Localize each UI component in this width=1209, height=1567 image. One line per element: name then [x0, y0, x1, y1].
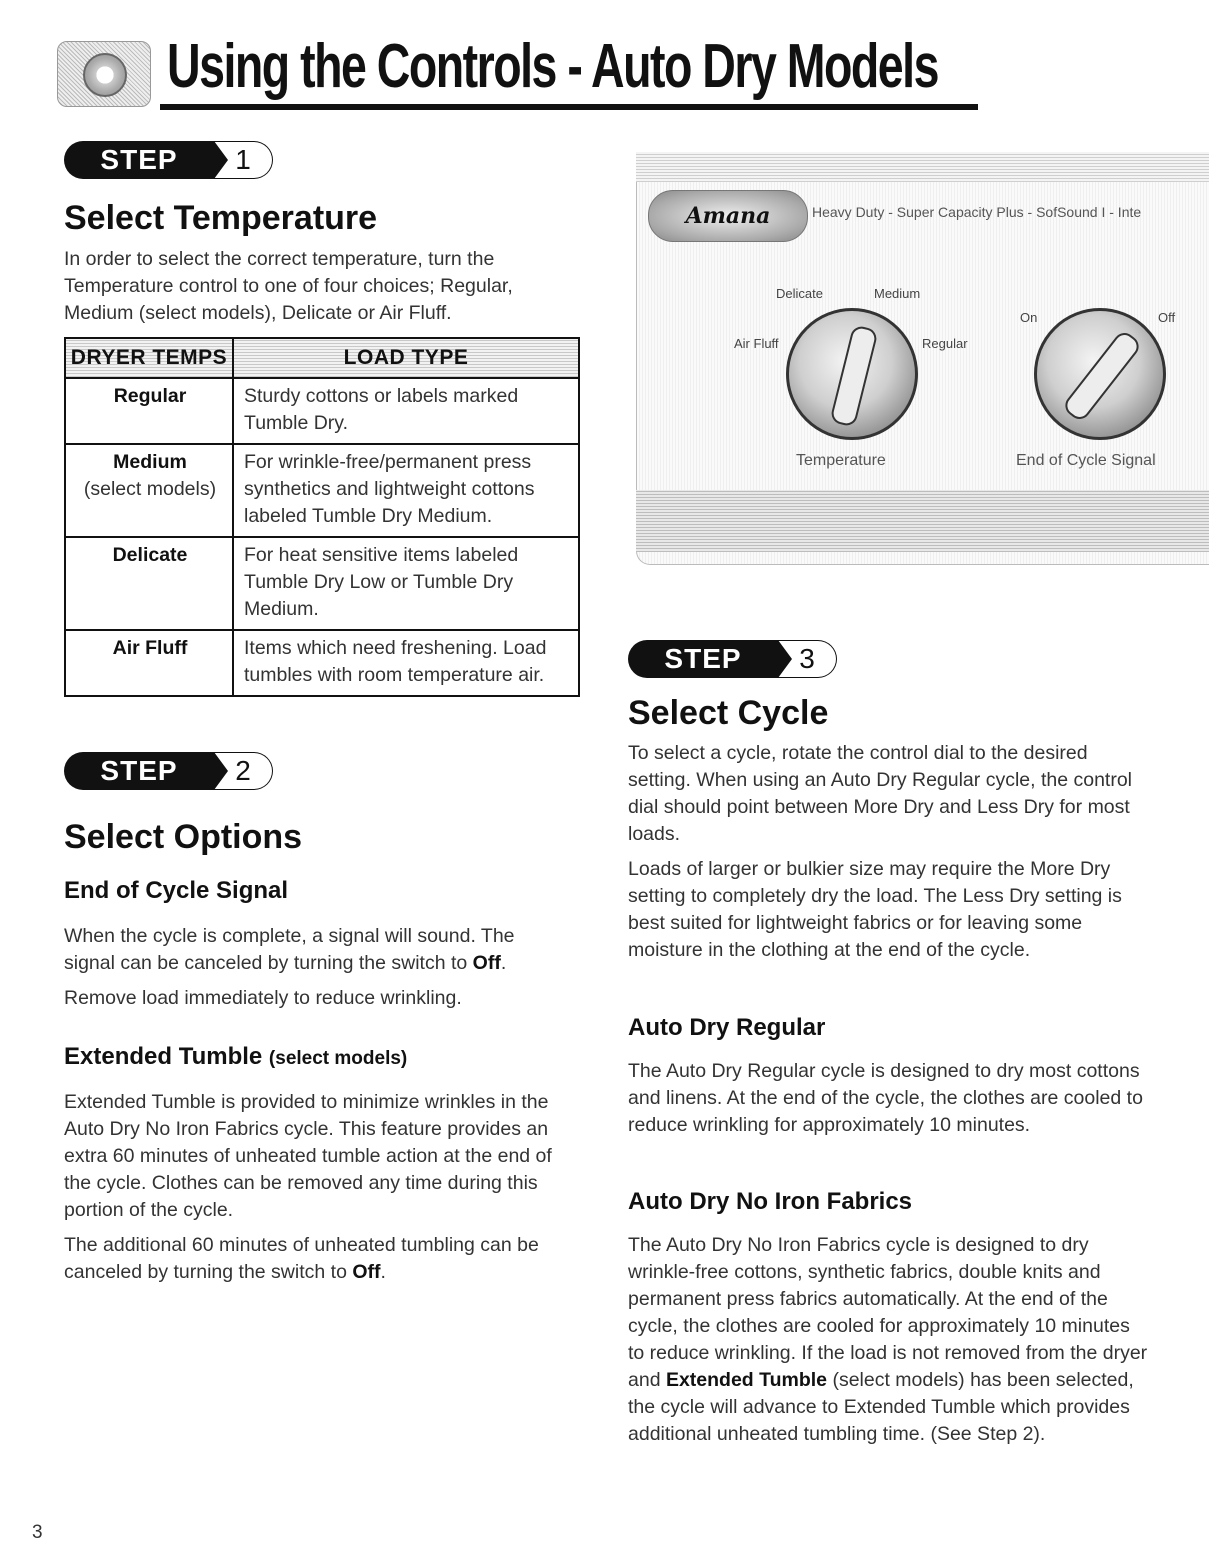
caption-end-of-cycle-signal: End of Cycle Signal — [1016, 452, 1156, 469]
step-number: 3 — [778, 640, 837, 678]
step-number: 2 — [214, 752, 273, 790]
label-regular: Regular — [922, 336, 968, 351]
table-row — [65, 444, 579, 537]
table-header-row — [65, 338, 579, 378]
auto-dry-regular-text: The Auto Dry Regular cycle is designed to dry most cottons and linens. At the end of the cycle, the clothes are cooled to reduce wrinkling for approximately 10 minutes. — [628, 1060, 1143, 1136]
select-temperature-heading: Select Temperature — [64, 199, 378, 237]
step-3-badge — [628, 640, 838, 678]
temp-cell — [65, 537, 233, 630]
load-cell: Sturdy cottons or labels marked Tumble Dry. — [233, 378, 579, 444]
col-dryer-temps: DRYER TEMPS — [65, 338, 233, 378]
dial-grip — [829, 324, 878, 427]
select-cycle-heading: Select Cycle — [628, 694, 829, 732]
temperature-intro: In order to select the correct temperature, turn the Temperature control to one of four choices; Regular, Medium (select models), Delicate or Air Fluff. — [64, 248, 513, 324]
load-cell: For heat sensitive items labeled Tumble Dry Low or Tumble Dry Medium. — [233, 537, 579, 630]
label-off: Off — [1158, 310, 1176, 325]
step-2-badge — [64, 752, 274, 790]
select-options-heading: Select Options — [64, 818, 303, 856]
extended-tumble-heading: Extended Tumble (select models) — [64, 1043, 408, 1070]
label-on: On — [1020, 310, 1038, 325]
dryer-temps-table — [64, 337, 580, 697]
panel-tagline: Heavy Duty - Super Capacity Plus - SofSound I - Inte — [812, 204, 1142, 220]
dial-grip — [1061, 329, 1143, 424]
select-models-note: (select models) — [268, 1048, 408, 1069]
table-row — [65, 537, 579, 630]
temp-name: Delicate — [112, 544, 188, 566]
label-delicate: Delicate — [776, 286, 823, 301]
temp-cell — [65, 378, 233, 444]
page-title: Using the Controls - Auto Dry Models — [167, 32, 938, 101]
auto-dry-no-iron-heading: Auto Dry No Iron Fabrics — [628, 1188, 913, 1215]
col-load-type: LOAD TYPE — [233, 338, 579, 378]
page-number: 3 — [32, 1522, 43, 1543]
end-of-cycle-signal-dial[interactable] — [1034, 308, 1166, 440]
off-emphasis: Off — [472, 952, 501, 974]
step-label: STEP — [64, 141, 214, 179]
temp-cell — [65, 630, 233, 696]
dryer-dial-icon — [57, 41, 151, 107]
control-panel-illustration — [636, 152, 1209, 564]
extended-tumble-text: Extended Tumble is provided to minimize wrinkles in the Auto Dry No Iron Fabrics cycle. This feature provides an extra 60 minutes of unheated tumble action at the end of the cycle. Clothes can be removed any time during this portion of the cycle. — [64, 1091, 552, 1221]
step-label: STEP — [64, 752, 214, 790]
step-label: STEP — [628, 640, 778, 678]
select-cycle-text: To select a cycle, rotate the control dial to the desired setting. When using an Auto Dry Regular cycle, the control dial should point between More Dry and Less Dry for most loads. — [628, 742, 1133, 845]
table-row — [65, 378, 579, 444]
table-row — [65, 630, 579, 696]
caption-temperature: Temperature — [796, 452, 886, 469]
remove-load-text: Remove load immediately to reduce wrinkling. — [64, 987, 462, 1009]
auto-dry-no-iron-text: The Auto Dry No Iron Fabrics cycle is designed to dry wrinkle-free cottons, synthetic fabrics, double knits and permanent press fabrics automatically. At the end of the cycle, the clothes are cooled for approximately 10 minutes to reduce wrinkling. If the load is not removed from the dryer and Extended Tumble (select models) has been selected, the cycle will advance to Extended Tumble which provides additional unheated tumbling time. (See Step 2). — [628, 1234, 1148, 1445]
temp-note: (select models) — [83, 478, 217, 500]
step-number: 1 — [214, 141, 273, 179]
temp-name: Regular — [113, 385, 187, 407]
title-rule — [160, 104, 978, 110]
amana-logo: Amana — [648, 190, 808, 242]
off-emphasis: Off — [352, 1261, 381, 1283]
load-cell: Items which need freshening. Load tumbles with room temperature air. — [233, 630, 579, 696]
auto-dry-regular-heading: Auto Dry Regular — [628, 1014, 826, 1041]
label-air-fluff: Air Fluff — [734, 336, 779, 351]
step-1-badge — [64, 141, 274, 179]
temp-name: Air Fluff — [112, 637, 188, 659]
extended-tumble-emphasis: Extended Tumble — [665, 1369, 828, 1391]
extended-tumble-cancel-text: The additional 60 minutes of unheated tumbling can be canceled by turning the switch to Off. — [64, 1234, 539, 1283]
load-cell: For wrinkle-free/permanent press synthetics and lightweight cottons labeled Tumble Dry Medium. — [233, 444, 579, 537]
end-of-cycle-heading: End of Cycle Signal — [64, 877, 289, 904]
larger-loads-text: Loads of larger or bulkier size may require the More Dry setting to completely dry the load. The Less Dry setting is best suited for lightweight fabrics or for leaving some moisture in the clothing at the end of the cycle. — [628, 858, 1122, 961]
temperature-dial[interactable] — [786, 308, 918, 440]
label-medium: Medium — [874, 286, 921, 301]
temp-cell — [65, 444, 233, 537]
end-of-cycle-text: When the cycle is complete, a signal will sound. The signal can be canceled by turning the switch to Off. — [64, 925, 515, 974]
temp-name: Medium — [113, 451, 187, 473]
